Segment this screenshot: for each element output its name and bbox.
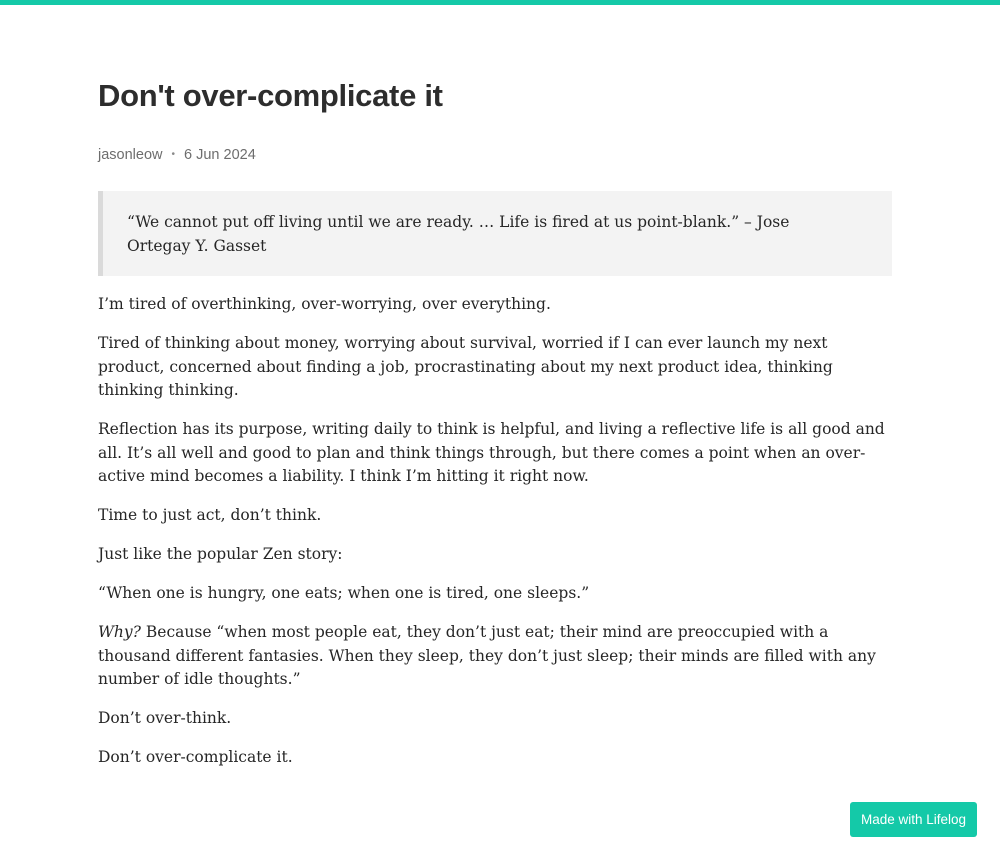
paragraph: Don’t over-complicate it. xyxy=(98,748,293,766)
post-title: Don't over-complicate it xyxy=(98,78,443,113)
paragraph-why xyxy=(98,621,898,692)
author-link[interactable]: jasonleow xyxy=(98,147,163,163)
why-text: Because “when most people eat, they don’t just eat; their mind are preoccupied with a thousand different fantasies. When they sleep, they don’t just sleep; their minds are filled with any number of idle thoughts.” xyxy=(98,623,876,688)
post-body xyxy=(98,293,898,785)
paragraph: Reflection has its purpose, writing daily to think is helpful, and living a reflective life is all good and all. It’s all well and good to plan and think things through, but there comes a point when an over-active mind becomes a liability. I think I’m hitting it right now. xyxy=(98,420,885,485)
meta-separator: • xyxy=(171,149,176,160)
paragraph: Time to just act, don’t think. xyxy=(98,506,322,524)
post-date: 6 Jun 2024 xyxy=(184,147,256,163)
paragraph: “When one is hungry, one eats; when one is tired, one sleeps.” xyxy=(98,584,590,602)
accent-top-bar xyxy=(0,0,1000,5)
paragraph: Don’t over-think. xyxy=(98,709,232,727)
blockquote: “We cannot put off living until we are ready. … Life is fired at us point-blank.” – Jose Ortegay Y. Gasset xyxy=(98,191,892,276)
why-emphasis: Why? xyxy=(98,623,141,641)
post-meta xyxy=(98,147,256,163)
paragraph: Just like the popular Zen story: xyxy=(98,545,343,563)
paragraph: I’m tired of overthinking, over-worrying, over everything. xyxy=(98,295,551,313)
paragraph: Tired of thinking about money, worrying about survival, worried if I can ever launch my next product, concerned about finding a job, procrastinating about my next product idea, thinking thinking thinking. xyxy=(98,334,833,399)
made-with-lifelog-button[interactable]: Made with Lifelog xyxy=(850,802,977,837)
